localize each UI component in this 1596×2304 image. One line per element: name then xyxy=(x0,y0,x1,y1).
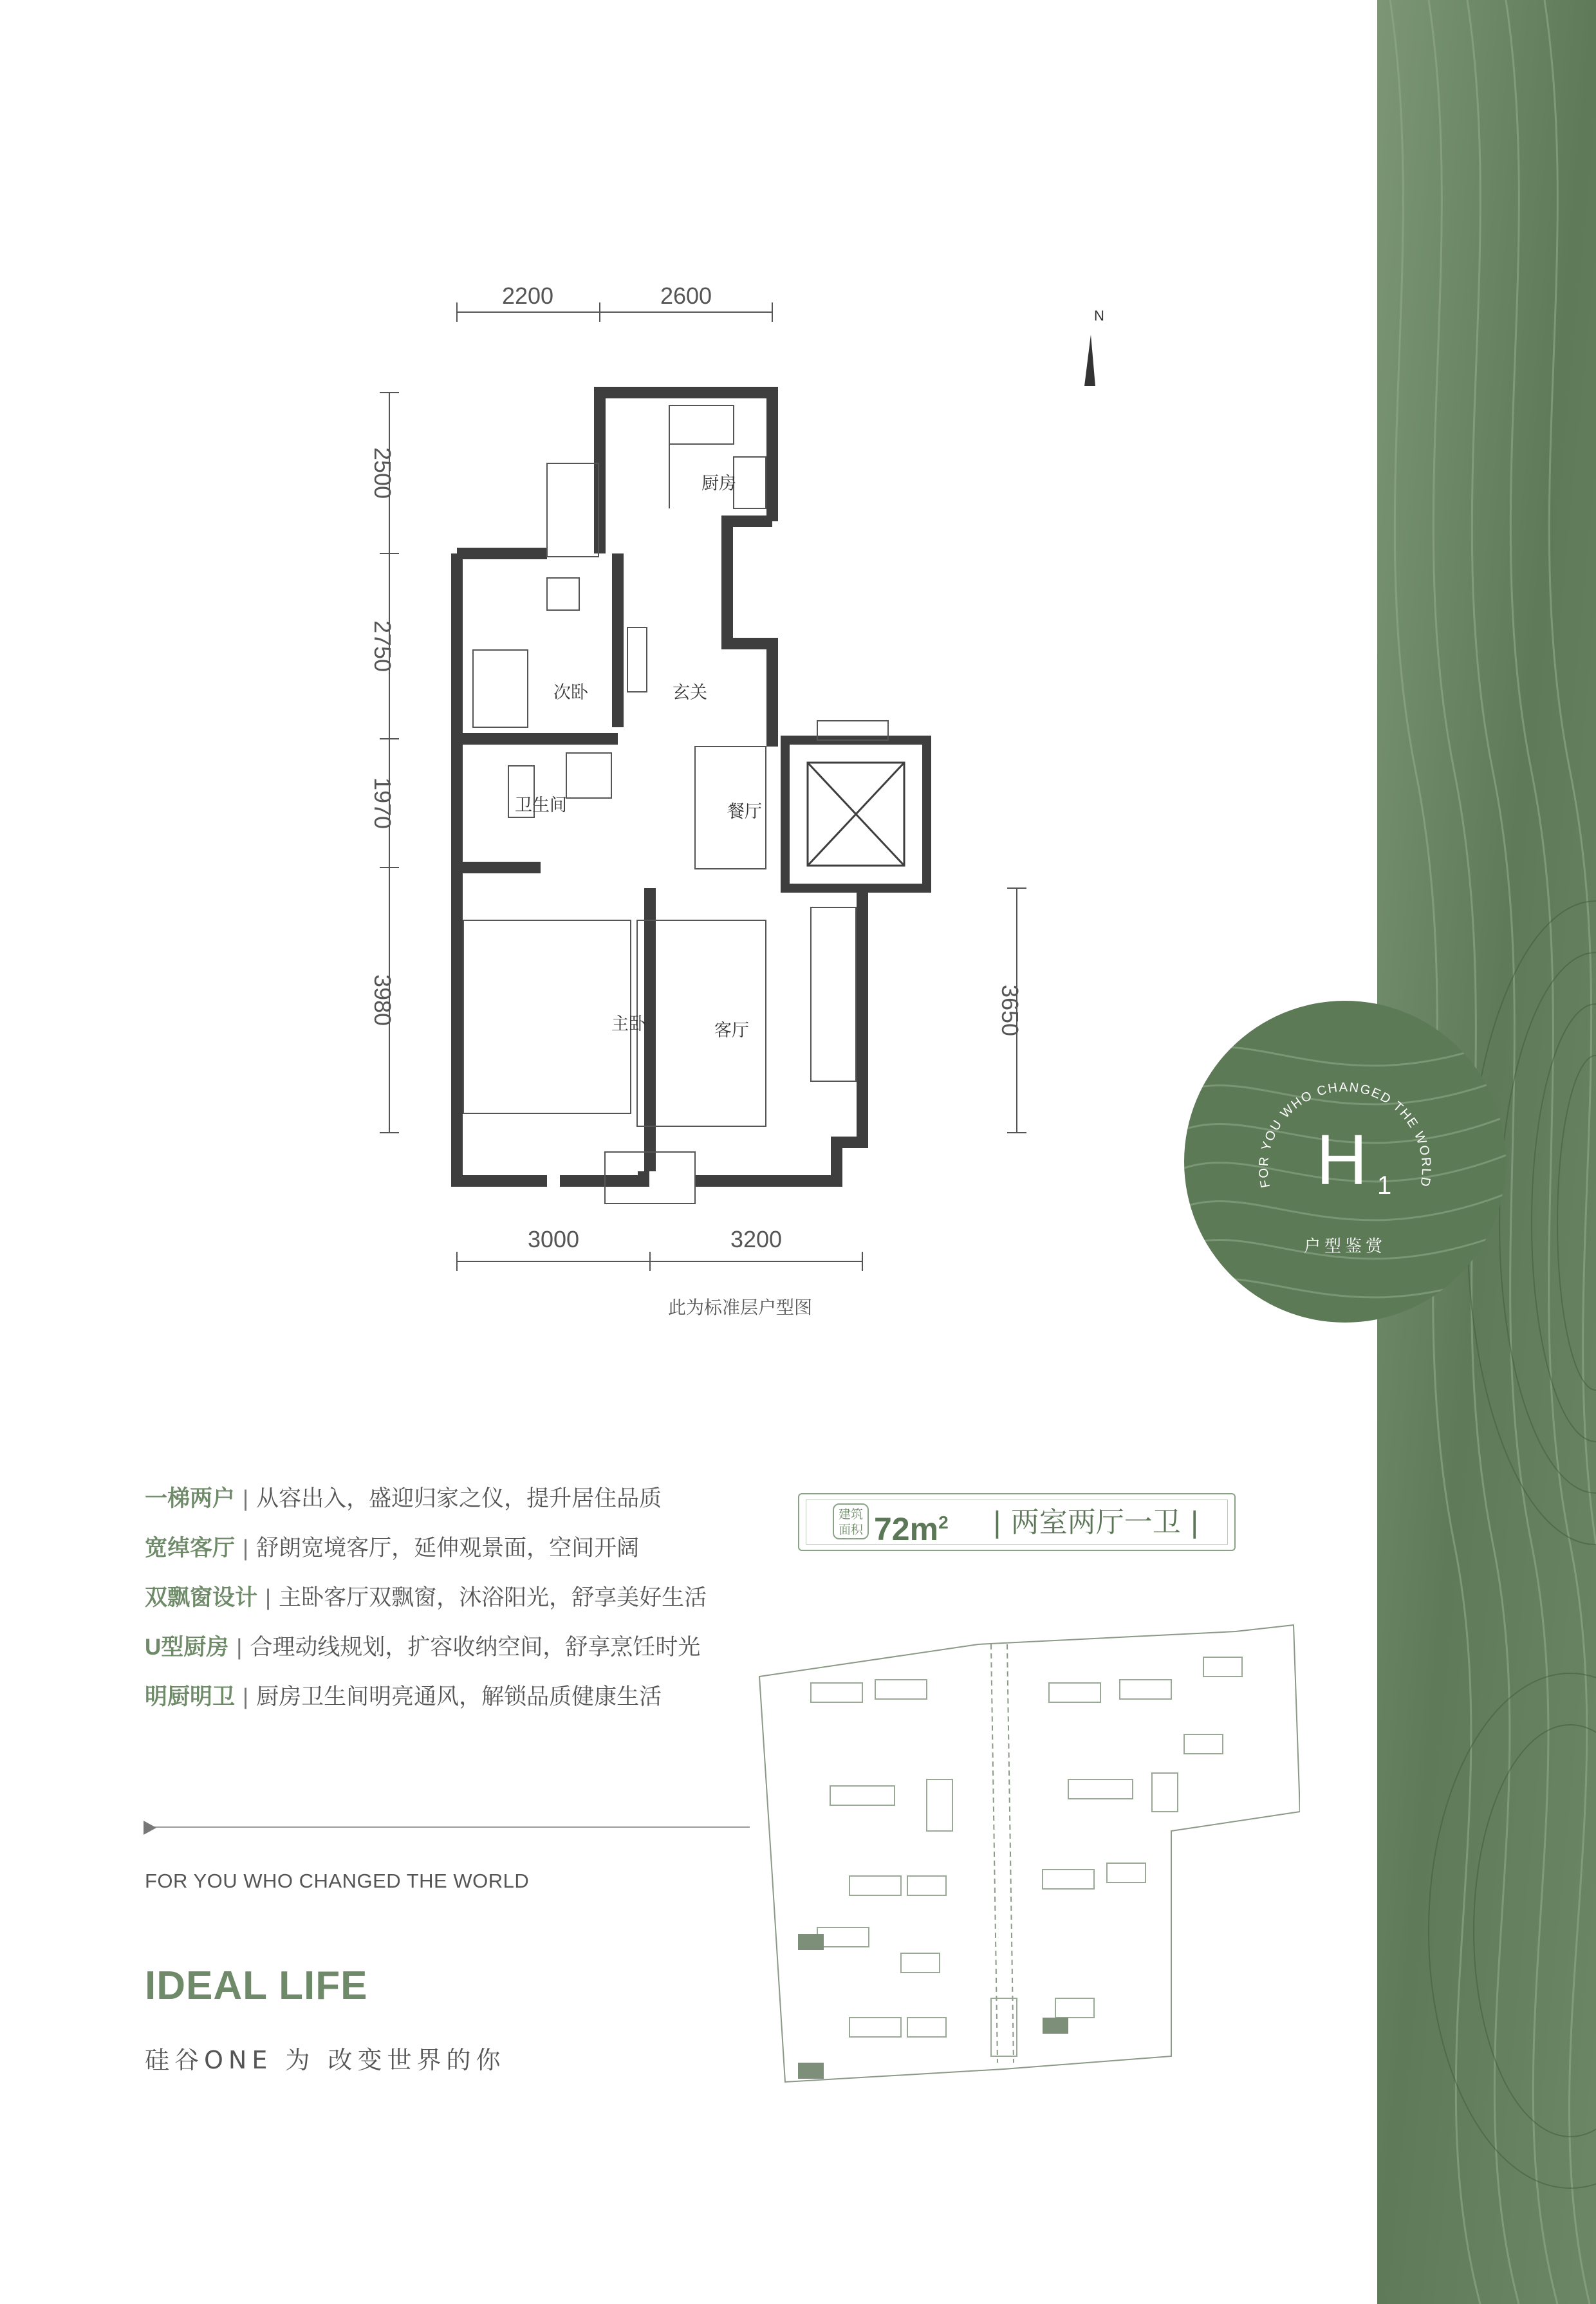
feature-item: 一梯两户 | 从容出入，盛迎归家之仪，提升居住品质 xyxy=(145,1486,662,1511)
room-master-bedroom: 主卧 xyxy=(611,1014,646,1034)
slogan-chinese: 硅谷ONE 为 改变世界的你 xyxy=(145,2046,506,2074)
badge-arc-text: FOR YOU WHO CHANGED THE WORLD xyxy=(1256,1080,1434,1189)
dim-right: 3650 xyxy=(997,984,1023,1037)
room-bathroom: 卫生间 xyxy=(515,795,567,815)
feature-list xyxy=(145,1474,788,1722)
room-entrance: 玄关 xyxy=(673,683,707,703)
area-description: | 两室两厅一卫 | xyxy=(992,1506,1200,1539)
area-box xyxy=(798,1493,1236,1551)
badge-letter: H xyxy=(1316,1120,1368,1200)
north-arrow-icon xyxy=(1084,308,1104,386)
dim-top-1: 2200 xyxy=(501,283,554,309)
svg-text:N: N xyxy=(1094,308,1104,324)
badge-subscript: 1 xyxy=(1377,1171,1392,1200)
area-tag: 建筑 面积 xyxy=(833,1503,869,1539)
feature-item: 双飘窗设计 | 主卧客厅双飘窗，沐浴阳光，舒享美好生活 xyxy=(145,1585,707,1610)
dim-left-1: 2500 xyxy=(369,447,396,499)
room-second-bedroom: 次卧 xyxy=(553,683,588,703)
room-living: 客厅 xyxy=(714,1021,749,1041)
room-dining: 餐厅 xyxy=(727,802,762,822)
dim-top-2: 2600 xyxy=(660,283,712,309)
floor-plan xyxy=(335,277,1107,1313)
divider xyxy=(145,1826,750,1828)
ideal-life-heading: IDEAL LIFE xyxy=(145,1964,368,2008)
area-value: $72m^2$ xyxy=(874,1511,949,1547)
slogan-english: FOR YOU WHO CHANGED THE WORLD xyxy=(145,1870,530,1892)
feature-item: U型厨房 | 合理动线规划，扩容收纳空间，舒享烹饪时光 xyxy=(145,1635,701,1660)
dim-left-4: 3980 xyxy=(369,974,396,1027)
room-kitchen: 厨房 xyxy=(701,474,736,494)
plan-caption: 此为标准层户型图 xyxy=(667,1297,812,1317)
dim-bottom-2: 3200 xyxy=(730,1226,783,1252)
dim-left-3: 1970 xyxy=(369,777,396,830)
badge-emblem xyxy=(1184,1001,1506,1323)
feature-item: 明厨明卫 | 厨房卫生间明亮通风，解锁品质健康生活 xyxy=(145,1684,662,1709)
badge-label: 户型鉴赏 xyxy=(1303,1237,1387,1256)
dim-left-2: 2750 xyxy=(369,620,396,673)
dim-bottom-1: 3000 xyxy=(527,1226,580,1252)
feature-item: 宽绰客厅 | 舒朗宽境客厅，延伸观景面，空间开阔 xyxy=(145,1536,640,1561)
site-plan xyxy=(747,1619,1300,2088)
divider-arrow-icon xyxy=(144,1821,156,1835)
